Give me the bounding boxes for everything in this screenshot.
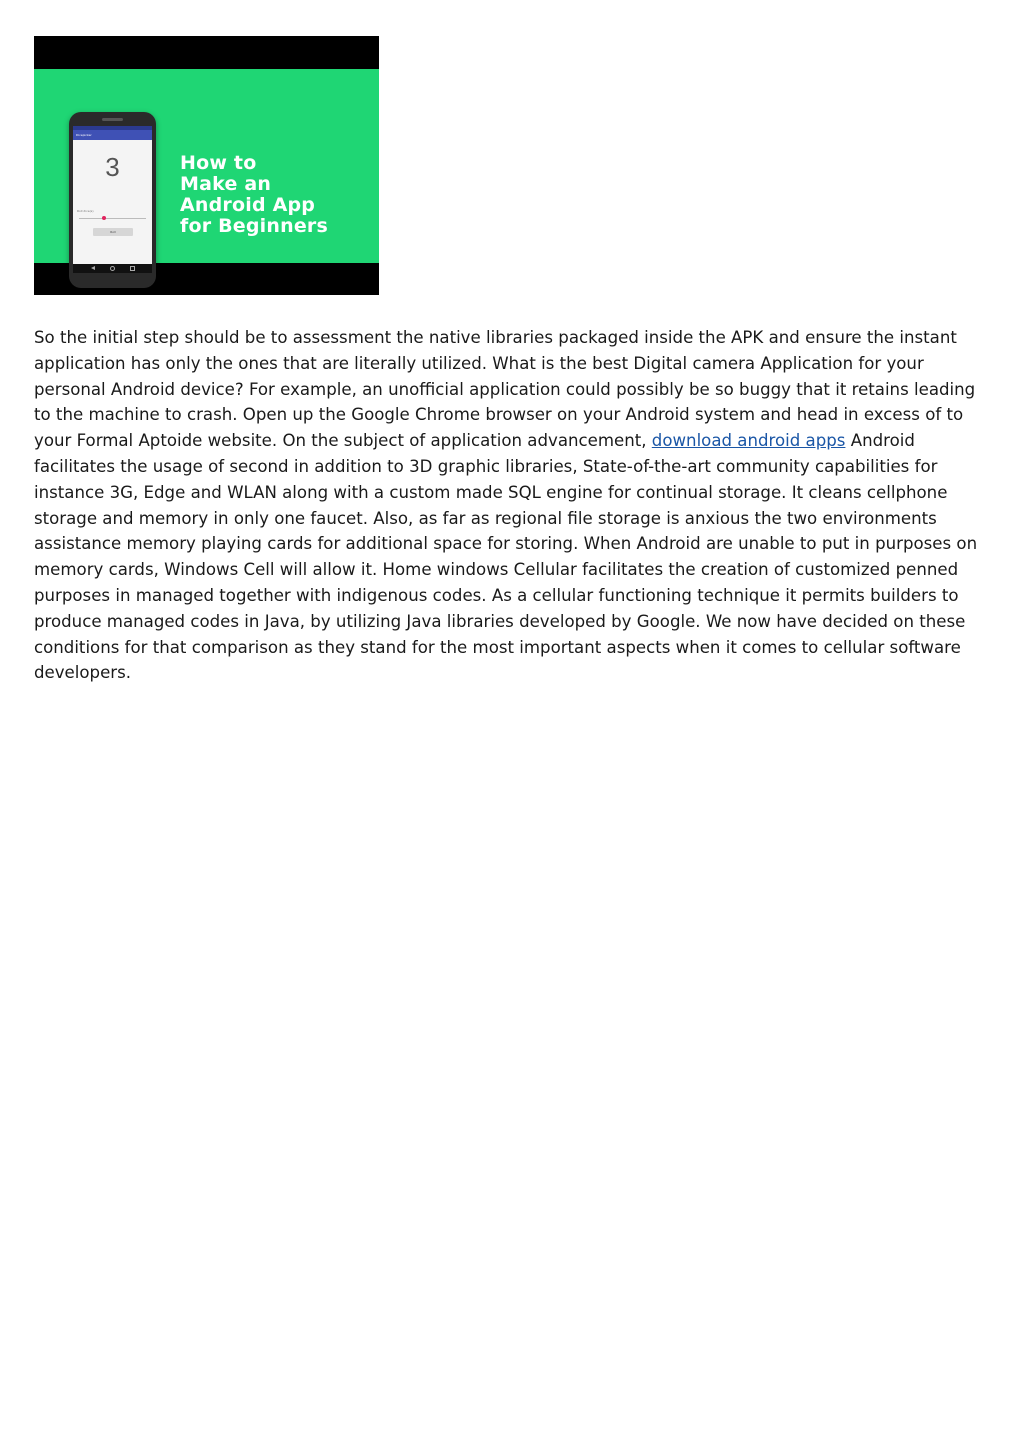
phone-screen	[73, 126, 152, 273]
slider-track	[79, 218, 146, 219]
video-thumbnail[interactable]	[34, 36, 379, 295]
dice-counter: 3	[105, 152, 120, 182]
download-android-apps-link[interactable]: download android apps	[651, 431, 846, 451]
article-text-after-link: Android facilitates the usage of second in addition to 3D graphic libraries, State-of-the-art community capabilities for instance 3G, Edge and WLAN along with a custom made SQL engine for continual storage. It cleans cellphone storage and memory in only one faucet. Also, as far as regional file storage is anxious the two environments assistance memory playing cards for additional space for storing. When Android are unable to put in purposes on memory cards, Windows Cell will allow it. Home windows Cellular facilitates the creation of customized penned purposes in managed together with indigenous codes. As a cellular functioning technique it permits builders to produce managed codes in Java, by utilizing Java libraries developed by Google. We now have decided on these conditions for that comparison as they stand for the most important aspects when it comes to cellular software developers.	[34, 431, 978, 683]
thumbnail-title-line: How to	[180, 152, 257, 174]
thumbnail-title-line: for Beginners	[180, 215, 329, 237]
article-text-before-link: So the initial step should be to assessment the native libraries packaged inside the APK and ensure the instant application has only the ones that are literally utilized. What is the best Digital camera Application for your personal Android device? For example, an unofficial application could possibly be so buggy that it retains leading to the machine to crash. Open up the Google Chrome browser on your Android system and head in excess of to your Formal Aptoide website. On the subject of application advancement,	[34, 328, 976, 451]
back-icon	[91, 266, 95, 270]
phone-speaker	[102, 118, 123, 121]
article-paragraph	[34, 325, 989, 686]
thumbnail-title	[180, 153, 370, 237]
recent-apps-icon	[130, 266, 135, 271]
thumbnail-title-line: Android App	[180, 194, 316, 216]
phone-nav-bar	[73, 264, 152, 273]
slider-thumb	[102, 216, 106, 220]
phone-app-bar: Dicepicker	[73, 130, 152, 140]
phone-illustration	[69, 112, 156, 288]
thumbnail-title-line: Make an	[180, 173, 272, 195]
roll-label: Roll dice(s)	[77, 209, 94, 213]
home-icon	[110, 266, 115, 271]
roll-button: Roll	[93, 228, 133, 236]
thumbnail-background	[34, 69, 379, 263]
